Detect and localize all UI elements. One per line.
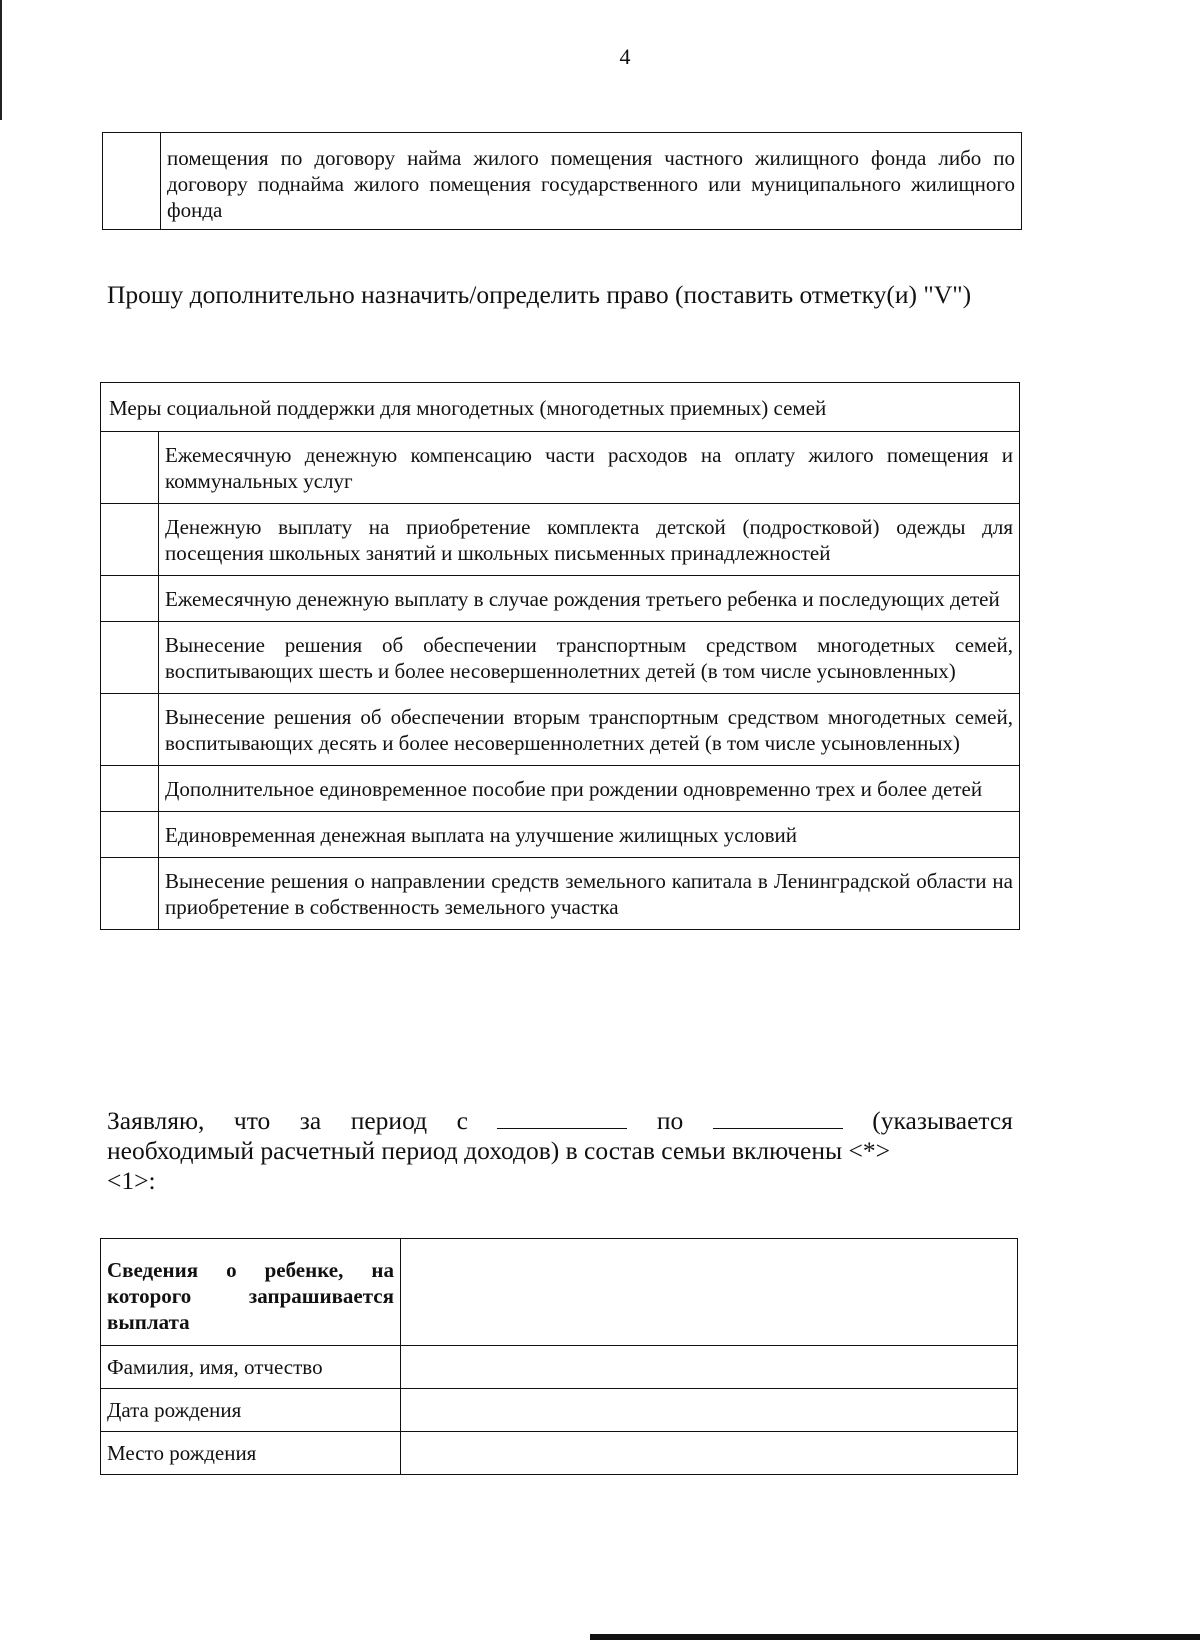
period-from-blank[interactable]	[497, 1106, 627, 1129]
table-row	[101, 1389, 1018, 1432]
table-row	[101, 812, 1020, 858]
checkbox-cell[interactable]	[101, 504, 159, 576]
checkbox-cell[interactable]	[101, 812, 159, 858]
measure-label: Вынесение решения об обеспечении вторым транспортным средством многодетных семей, воспитывающих десять и более несовершеннолетних детей (в том числе усыновленных)	[159, 694, 1020, 766]
birth-date-label: Дата рождения	[101, 1389, 401, 1432]
checkbox-cell[interactable]	[101, 766, 159, 812]
checkbox-cell[interactable]	[101, 432, 159, 504]
support-measures-table	[100, 382, 1020, 930]
table-row	[101, 432, 1020, 504]
table-row	[101, 504, 1020, 576]
measure-label: Ежемесячную денежную компенсацию части расходов на оплату жилого помещения и коммунальных услуг	[159, 432, 1020, 504]
declaration-line-1	[107, 1106, 1013, 1136]
child-info-header: Сведения о ребенке, на которого запрашивается выплата	[101, 1239, 401, 1346]
table-row	[101, 858, 1020, 930]
page-number: 4	[619, 44, 631, 69]
declaration-word: по	[656, 1106, 684, 1135]
table-row	[101, 576, 1020, 622]
child-info-header-value[interactable]	[401, 1239, 1018, 1346]
declaration-word: с	[456, 1106, 468, 1135]
table-row	[101, 1432, 1018, 1475]
table-header-row	[101, 383, 1020, 432]
birth-date-field[interactable]	[401, 1389, 1018, 1432]
measure-label: Вынесение решения об обеспечении транспортным средством многодетных семей, воспитывающих шесть и более несовершеннолетних детей (в том числе усыновленных)	[159, 622, 1020, 694]
birth-place-label: Место рождения	[101, 1432, 401, 1475]
checkbox-cell[interactable]	[103, 133, 161, 230]
checkbox-cell[interactable]	[101, 694, 159, 766]
continuation-table	[102, 132, 1022, 230]
declaration-line-3: <1>:	[107, 1166, 156, 1195]
checkbox-cell[interactable]	[101, 576, 159, 622]
declaration-word: (указывается	[872, 1106, 1013, 1135]
checkbox-cell[interactable]	[101, 858, 159, 930]
declaration-word: Заявляю,	[107, 1106, 205, 1135]
measure-label: Дополнительное единовременное пособие при рождении одновременно трех и более детей	[159, 766, 1020, 812]
scan-edge-bottom	[590, 1634, 1200, 1640]
measure-label: Денежную выплату на приобретение комплекта детской (подростковой) одежды для посещения школьных занятий и школьных письменных принадлежностей	[159, 504, 1020, 576]
table-row	[103, 133, 1022, 230]
declaration-word: период	[350, 1106, 428, 1135]
table-row	[101, 622, 1020, 694]
measure-label: Единовременная денежная выплата на улучшение жилищных условий	[159, 812, 1020, 858]
request-paragraph: Прошу дополнительно назначить/определить право (поставить отметку(и) "V")	[107, 280, 972, 309]
full-name-label: Фамилия, имя, отчество	[101, 1346, 401, 1389]
birth-place-field[interactable]	[401, 1432, 1018, 1475]
table-row	[101, 766, 1020, 812]
table-row	[101, 1346, 1018, 1389]
declaration-word: за	[299, 1106, 322, 1135]
table-header: Меры социальной поддержки для многодетных (многодетных приемных) семей	[101, 383, 1020, 432]
child-info-table	[100, 1238, 1018, 1475]
declaration-word: что	[233, 1106, 271, 1135]
full-name-field[interactable]	[401, 1346, 1018, 1389]
continuation-text: помещения по договору найма жилого помещения частного жилищного фонда либо по договору поднайма жилого помещения государственного или муниципального жилищного фонда	[161, 133, 1022, 230]
declaration-line-2: необходимый расчетный период доходов) в состав семьи включены <*>	[107, 1136, 891, 1165]
period-to-blank[interactable]	[713, 1106, 843, 1129]
measure-label: Вынесение решения о направлении средств земельного капитала в Ленинградской области на приобретение в собственность земельного участка	[159, 858, 1020, 930]
declaration-paragraph	[107, 1106, 1013, 1196]
measure-label: Ежемесячную денежную выплату в случае рождения третьего ребенка и последующих детей	[159, 576, 1020, 622]
table-row	[101, 694, 1020, 766]
checkbox-cell[interactable]	[101, 622, 159, 694]
table-row	[101, 1239, 1018, 1346]
